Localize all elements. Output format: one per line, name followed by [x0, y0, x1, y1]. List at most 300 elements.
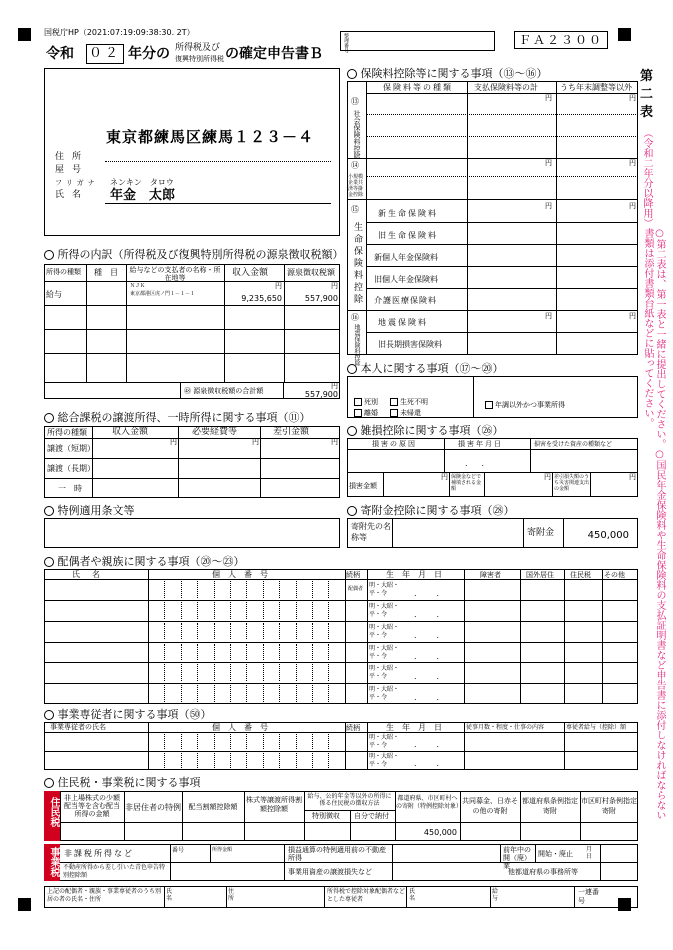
- res-hdr-pref-ord: 都道府県条例指定寄附: [522, 797, 578, 815]
- bus-taxfree: 非課税所得など: [64, 849, 134, 858]
- ft-c2: [226, 886, 227, 908]
- donation-title: [347, 505, 515, 516]
- resident-title-text: 住民税・事業税に関する事項: [57, 776, 201, 789]
- family-number-tick: [312, 581, 313, 598]
- ins-c0: [366, 81, 367, 355]
- ft-c5: [490, 886, 491, 908]
- family-number-tick: [279, 581, 280, 598]
- ins-hdr: [366, 93, 638, 94]
- fam-hdr-name: 氏 名: [72, 570, 102, 579]
- family-number-tick: [263, 644, 264, 661]
- cas-ins: 保険金などで補填される金額: [451, 474, 482, 492]
- transfer-r2: [44, 478, 340, 479]
- resident-label: [44, 791, 60, 841]
- ins-d5: [366, 244, 638, 245]
- ins-g15-label: 生命保険料控除: [352, 222, 362, 306]
- ins-g14: [347, 199, 638, 200]
- family-number-tick: [181, 664, 182, 681]
- family-date-dots: ..: [414, 672, 460, 682]
- family-number-tick: [328, 623, 329, 640]
- emp-c5: [564, 722, 565, 770]
- donation-amount-value[interactable]: 450,000: [587, 530, 629, 541]
- income-row1: [44, 305, 340, 306]
- ins-d2: [366, 136, 638, 137]
- ft-left: 上記の配偶者・親族・事業専従者のうち別居の者の氏名・住所: [47, 888, 162, 903]
- ins-unit-4: 円: [629, 159, 636, 167]
- transfer-hdr-amount: 収入金額: [112, 427, 149, 437]
- cas-c2: [530, 438, 531, 472]
- kana-value[interactable]: ネンキン タロウ: [110, 178, 174, 187]
- tax-type-bottom: 復興特別所得税: [175, 55, 224, 63]
- transfer-r1: [44, 458, 340, 459]
- res-hdr-city-ord: 市区町村条例指定寄附: [581, 797, 637, 815]
- corner-mark-tl: [18, 28, 31, 41]
- side-year-note: （令和二年分以降用）: [641, 128, 652, 228]
- family-number-tick: [279, 685, 280, 702]
- transfer-row-long: 譲渡（長期）: [47, 464, 95, 473]
- income-row-withheld[interactable]: 557,900: [304, 294, 338, 303]
- employee-number-tick: [164, 753, 165, 768]
- ins-d6: [366, 266, 638, 267]
- transfer-unit-1: 円: [170, 438, 177, 446]
- personal-div: [473, 376, 474, 418]
- res-hdr-nonresident: 非居住者の特例: [125, 803, 181, 812]
- personal-student[interactable]: [485, 401, 565, 409]
- personal-title: [347, 363, 504, 374]
- family-number-tick: [345, 644, 346, 661]
- transfer-row-short: 譲渡（短期）: [47, 444, 95, 453]
- casualty-title-text: 雑損控除に関する事項（㉖）: [360, 424, 504, 437]
- form-code: ＦＡ２３００: [518, 33, 603, 47]
- family-number-tick: [279, 623, 280, 640]
- family-number-tick: [263, 602, 264, 619]
- family-era-options: 明・大昭・平・令: [369, 686, 400, 702]
- family-number-tick: [164, 685, 165, 702]
- employee-table: [44, 722, 638, 770]
- year-box[interactable]: [86, 44, 124, 64]
- withheld-total-value[interactable]: 557,900: [304, 390, 338, 399]
- ft-salary: 給与: [492, 888, 499, 902]
- transfer-title: [44, 412, 311, 423]
- income-hdr-payer: 給与などの支払者の名称・所在地等: [129, 266, 221, 282]
- family-number-tick: [230, 685, 231, 702]
- business-label: [44, 844, 60, 881]
- employee-number-tick: [230, 734, 231, 749]
- ins-c1: [467, 81, 468, 355]
- donation-amount-label: 寄附金: [527, 528, 555, 538]
- tax-type-top: 所得税及び: [175, 43, 221, 53]
- emp-c1: [148, 722, 149, 770]
- special-box[interactable]: [44, 518, 340, 548]
- employee-number-tick: [197, 734, 198, 749]
- ins-item-old-damage: 旧長期損害保険料: [378, 340, 442, 349]
- res-subhdr: [304, 810, 395, 811]
- income-row3: [44, 353, 340, 354]
- income-row-kind[interactable]: 給与: [46, 290, 62, 299]
- bus-real-estate: 損益通算の特例適用前の不動産所得: [288, 846, 386, 862]
- family-number-tick: [197, 602, 198, 619]
- employee-number-tick: [279, 734, 280, 749]
- family-number-tick: [164, 664, 165, 681]
- family-row-line: [44, 621, 638, 622]
- res-hdr-pref-donation: 都道府県、市区町村への寄附（特例控除対象）: [396, 795, 463, 810]
- address-underline: [105, 161, 331, 162]
- ins-g14-label: 小規模企業共済等掛金控除: [348, 174, 364, 198]
- cas-c1: [444, 438, 445, 472]
- family-number-tick: [312, 602, 313, 619]
- ins-hdr-kind: 保険料等の種類: [383, 83, 453, 92]
- family-number-tick: [345, 664, 346, 681]
- transfer-hdr-expense: 必要経費等: [192, 427, 238, 437]
- res-hdr: [60, 822, 638, 823]
- family-number-tick: [345, 602, 346, 619]
- income-col4: [284, 264, 285, 382]
- res-donation-value[interactable]: 450,000: [423, 828, 457, 837]
- family-number-tick: [345, 685, 346, 702]
- employee-number-tick: [328, 753, 329, 768]
- family-number-tick: [279, 602, 280, 619]
- personal-title-text: 本人に関する事項（⑰～⑳）: [360, 362, 504, 375]
- income-unit-1: 円: [275, 282, 282, 290]
- family-number-tick: [214, 644, 215, 661]
- cas-loss: 損害金額: [349, 482, 377, 490]
- family-number-tick: [197, 644, 198, 661]
- ins-item-old-life: 旧生命保険料: [378, 231, 438, 240]
- employee-title: [44, 709, 212, 720]
- res-c2: [182, 791, 183, 841]
- family-number-tick: [246, 685, 247, 702]
- bus-month: 月日: [586, 846, 593, 860]
- personal-divorce-text: 離婚: [364, 409, 378, 417]
- cas-c4: [449, 472, 450, 497]
- special-title-text: 特例適用条文等: [57, 504, 135, 517]
- ins-g13-no: ⑬: [351, 97, 359, 106]
- res-hdr-method: 給与、公的年金等以外の所得に係る住民税の徴収方法: [307, 793, 392, 807]
- ins-unit-5: 円: [545, 202, 552, 210]
- ins-g13: [347, 158, 638, 159]
- transfer-unit-2: 円: [252, 438, 259, 446]
- family-number-tick: [328, 581, 329, 598]
- fam-spouse: 配偶者: [348, 586, 364, 592]
- family-number-tick: [181, 685, 182, 702]
- ins-unit-7: 円: [545, 312, 552, 320]
- employee-era-options: 明・大昭・平・令: [369, 753, 400, 768]
- fam-hdr: [44, 579, 638, 580]
- ft-name2: 氏名: [409, 888, 416, 902]
- family-number-tick: [164, 581, 165, 598]
- employee-number-tick: [328, 734, 329, 749]
- employee-number-tick: [214, 734, 215, 749]
- family-number-tick: [328, 602, 329, 619]
- employee-date-dots: ..: [414, 740, 460, 749]
- family-era-options: 明・大昭・平・令: [369, 644, 400, 660]
- ins-g16-label: 地震保険料控除: [353, 324, 360, 366]
- family-title: [44, 556, 245, 567]
- family-row-line: [44, 642, 638, 643]
- income-row-payer[interactable]: ＮＪＫ: [130, 283, 146, 289]
- family-number-tick: [214, 623, 215, 640]
- bus-c7: [600, 844, 601, 881]
- income-hdr-kind: 所得の種類: [46, 268, 81, 276]
- family-number-tick: [181, 623, 182, 640]
- bus-c5: [500, 844, 501, 862]
- cas-c3: [383, 472, 384, 497]
- special-title: [44, 505, 135, 516]
- cas-hdr-date: 損害年月日: [458, 440, 503, 448]
- ins-item-new-pension: 新個人年金保険料: [374, 253, 438, 262]
- personal-unreturned-text: 未帰還: [400, 409, 421, 417]
- emp-hdr-name: 事業専従者の氏名: [50, 723, 106, 731]
- bus-c4: [392, 844, 393, 881]
- personal-missing-text: 生死不明: [400, 398, 428, 406]
- emp-hdr-rel: 続柄: [346, 724, 360, 732]
- emp-c3: [367, 722, 368, 770]
- family-number-tick: [246, 602, 247, 619]
- personal-missing[interactable]: [390, 398, 428, 406]
- bus-r1: [60, 862, 638, 863]
- family-number-tick: [246, 581, 247, 598]
- family-number-tick: [312, 664, 313, 681]
- cas-unit-3: 円: [629, 473, 636, 481]
- withheld-total-no: ㊽: [184, 387, 191, 395]
- cas-date-dots: ..: [465, 459, 499, 468]
- transfer-c2: [178, 426, 179, 498]
- family-number-tick: [263, 623, 264, 640]
- personal-widow[interactable]: [354, 398, 378, 406]
- family-row-line: [44, 683, 638, 684]
- family-number-tick: [345, 581, 346, 598]
- ins-g15-no: ⑮: [351, 205, 359, 214]
- source-stamp: 国税庁HP（2021:07:19:09:38:30. 2T）: [44, 28, 195, 37]
- family-number-tick: [279, 664, 280, 681]
- cas-c7: [590, 472, 591, 497]
- cas-hdr-asset: 損害を受けた資産の種類など: [534, 441, 613, 448]
- family-number-tick: [246, 623, 247, 640]
- transfer-c3: [260, 426, 261, 498]
- cas-hdr-cause: 損害の原因: [372, 440, 417, 448]
- employee-number-tick: [214, 753, 215, 768]
- res-hdr-dividend: 非上場株式の少額配当等を含む配当所得の金額: [64, 794, 120, 818]
- income-col1: [86, 264, 87, 382]
- family-number-tick: [279, 644, 280, 661]
- bus-num: 番号: [172, 847, 185, 854]
- family-era-options: 明・大昭・平・令: [369, 582, 400, 597]
- family-number-tick: [214, 685, 215, 702]
- side-label: 第二表: [640, 69, 654, 120]
- family-number-tick: [214, 664, 215, 681]
- ins-item-new-life: 新生命保険料: [378, 209, 438, 218]
- yago-label: 屋号: [55, 165, 90, 175]
- donation-title-text: 寄附金控除に関する事項（㉘）: [360, 504, 515, 517]
- family-number-tick: [230, 664, 231, 681]
- cas-r1: [347, 472, 638, 473]
- ins-unit-8: 円: [629, 312, 636, 320]
- fam-hdr-disabled: 障害者: [480, 571, 501, 579]
- family-number-tick: [312, 685, 313, 702]
- don-c2: [523, 518, 524, 548]
- transfer-hdr-kind: 所得の種類: [47, 428, 87, 437]
- emp-hdr-number: 個 人 番 号: [212, 723, 268, 732]
- cas-disaster: 差引損失額のうち災害関連支出の金額: [554, 474, 590, 492]
- employee-number-tick: [230, 753, 231, 768]
- ins-item-medical: 介護医療保険料: [374, 296, 437, 305]
- ins-d8: [366, 332, 638, 333]
- ins-hdr-paid: 支払保険料等の計: [474, 83, 538, 92]
- don-c1: [392, 518, 393, 548]
- address-value[interactable]: 東京都練馬区練馬１２３－４: [106, 128, 315, 146]
- insurance-title: [347, 68, 548, 79]
- ins-d7: [366, 288, 638, 289]
- transfer-unit-3: 円: [331, 438, 338, 446]
- ins-d3: [366, 176, 638, 177]
- family-number-tick: [230, 623, 231, 640]
- bus-c1: [170, 844, 171, 881]
- employee-number-tick: [263, 734, 264, 749]
- casualty-title: [347, 425, 504, 436]
- income-total-unit: 円: [331, 382, 338, 390]
- don-c3: [563, 518, 564, 548]
- family-number-tick: [296, 685, 297, 702]
- family-era-options: 明・大昭・平・令: [369, 623, 400, 639]
- bus-open-close: 開始・廃止: [538, 850, 573, 858]
- withheld-total-label: [184, 388, 263, 395]
- form-code-box: [514, 31, 608, 49]
- name-value[interactable]: 年金 太郎: [110, 188, 176, 203]
- insurance-title-text: 保険料控除等に関する事項（⑬～⑯）: [360, 67, 548, 80]
- employee-number-tick: [296, 734, 297, 749]
- ft-name: 氏名: [166, 888, 173, 902]
- transfer-hdr-net: 差引金額: [273, 427, 310, 437]
- bus-c3: [284, 844, 285, 881]
- bus-prev-year: 前年中の開（廃）業: [503, 846, 531, 870]
- ft-c6: [574, 886, 575, 908]
- family-number-tick: [230, 602, 231, 619]
- personal-divorce[interactable]: [354, 409, 378, 417]
- family-number-tick: [197, 581, 198, 598]
- family-number-tick: [181, 602, 182, 619]
- personal-student-text: 年調以外かつ事業所得: [495, 401, 565, 409]
- employee-number-tick: [246, 753, 247, 768]
- income-detail-title: [44, 249, 344, 260]
- transfer-row-temp: 一 時: [58, 484, 82, 493]
- family-date-dots: ..: [414, 609, 460, 619]
- ins-item-quake: 地震保険料: [378, 318, 428, 327]
- employee-number-tick: [263, 753, 264, 768]
- family-number-tick: [263, 664, 264, 681]
- family-row-line: [44, 600, 638, 601]
- fam-hdr-birth: 生 年 月 日: [386, 570, 442, 579]
- employee-number-tick: [246, 734, 247, 749]
- side-instructions: ○第二表は、第一表と一緒に提出してください。○国民年金保険料や生命保険料の支払証明書など申告書に添付しなければならない書類は添付書類台紙などに貼ってください。: [642, 228, 665, 820]
- employee-number-tick: [279, 753, 280, 768]
- family-era-options: 明・大昭・平・令: [369, 602, 400, 618]
- employee-date-dots: ..: [414, 759, 460, 768]
- corner-mark-tr: [618, 28, 631, 41]
- family-date-dots: ..: [414, 651, 460, 661]
- family-date-dots: ..: [414, 693, 460, 703]
- income-col3: [224, 264, 225, 382]
- income-hdr-withheld: 源泉徴収税額: [287, 268, 335, 277]
- family-number-tick: [263, 685, 264, 702]
- family-date-dots: ..: [414, 630, 460, 640]
- ref-number-box[interactable]: [340, 31, 495, 51]
- ft-seq: 一連番号: [578, 888, 599, 905]
- family-row-line: [44, 662, 638, 663]
- res-hdr-stock: 株式等譲渡所得割額控除額: [246, 796, 302, 813]
- ins-g13-label: 社会保険料控除: [353, 110, 361, 159]
- employee-number-tick: [312, 734, 313, 749]
- family-number-tick: [328, 644, 329, 661]
- family-number-tick: [197, 685, 198, 702]
- family-number-tick: [230, 644, 231, 661]
- form-title: の確定申告書Ｂ: [225, 46, 323, 62]
- res-c4b: [350, 810, 351, 841]
- ins-c2: [556, 81, 557, 355]
- family-number-tick: [164, 602, 165, 619]
- income-detail-title-text: 所得の内訳（所得税及び復興特別所得税の源泉徴収税額）: [57, 248, 344, 261]
- family-title-text: 配偶者や親族に関する事項（⑳～㉓）: [57, 555, 245, 568]
- income-row-payer-addr[interactable]: 東京都港区虎ノ門１－１－１: [130, 291, 196, 297]
- ft-c3: [324, 886, 325, 908]
- family-number-tick: [296, 623, 297, 640]
- employee-era-options: 明・大昭・平・令: [369, 734, 400, 749]
- cas-c6: [552, 472, 553, 497]
- corner-mark-bl: [18, 898, 31, 911]
- ins-unit-6: 円: [629, 202, 636, 210]
- res-hdr-charity: 共同募金、日赤その他の寄附: [462, 797, 518, 815]
- fam-hdr-resident: 住民税: [570, 571, 591, 579]
- employee-number-tick: [345, 734, 346, 749]
- bus-other: 他都道府県の事務所等: [508, 868, 578, 876]
- ins-g14-no: ⑭: [351, 161, 359, 170]
- fam-hdr-number: 個 人 番 号: [212, 570, 268, 579]
- family-number-tick: [246, 664, 247, 681]
- family-number-tick: [181, 581, 182, 598]
- fam-hdr-other: その他: [604, 571, 625, 579]
- emp-hdr-salary: 専従者給与（控除）額: [566, 724, 627, 731]
- ins-unit-3: 円: [545, 159, 552, 167]
- family-number-tick: [197, 623, 198, 640]
- employee-number-tick: [312, 753, 313, 768]
- emp-hdr-work: 従事月数・程度・仕事の内容: [466, 724, 545, 731]
- ins-d1: [366, 114, 638, 115]
- family-number-tick: [296, 602, 297, 619]
- family-number-tick: [312, 644, 313, 661]
- fam-hdr-abroad: 国外居住: [526, 571, 554, 579]
- family-number-tick: [296, 644, 297, 661]
- ins-g15: [347, 310, 638, 311]
- cas-hdr: [347, 449, 638, 450]
- year-suffix: 年分の: [128, 46, 170, 62]
- name-underline: [105, 203, 331, 204]
- donation-name-label: 寄附先の名称等: [351, 522, 391, 542]
- family-number-tick: [263, 581, 264, 598]
- res-sub-self: 自分で納付: [354, 812, 389, 820]
- emp-c4: [464, 722, 465, 770]
- employee-title-text: 事業専従者に関する事項（㊿）: [57, 708, 212, 721]
- ins-hdr-other: うち年末調整等以外: [560, 83, 632, 92]
- cas-unit-1: 円: [441, 473, 448, 481]
- cas-unit-2: 円: [544, 473, 551, 481]
- personal-unreturned[interactable]: [390, 409, 421, 417]
- family-number-tick: [328, 664, 329, 681]
- income-row-amount[interactable]: 9,235,650: [241, 294, 282, 303]
- bus-deduction: 不動産所得から差し引いた青色申告特別控除額: [63, 864, 166, 879]
- family-number-tick: [214, 602, 215, 619]
- family-number-tick: [328, 685, 329, 702]
- transfer-hdr: [44, 438, 340, 439]
- family-number-tick: [214, 581, 215, 598]
